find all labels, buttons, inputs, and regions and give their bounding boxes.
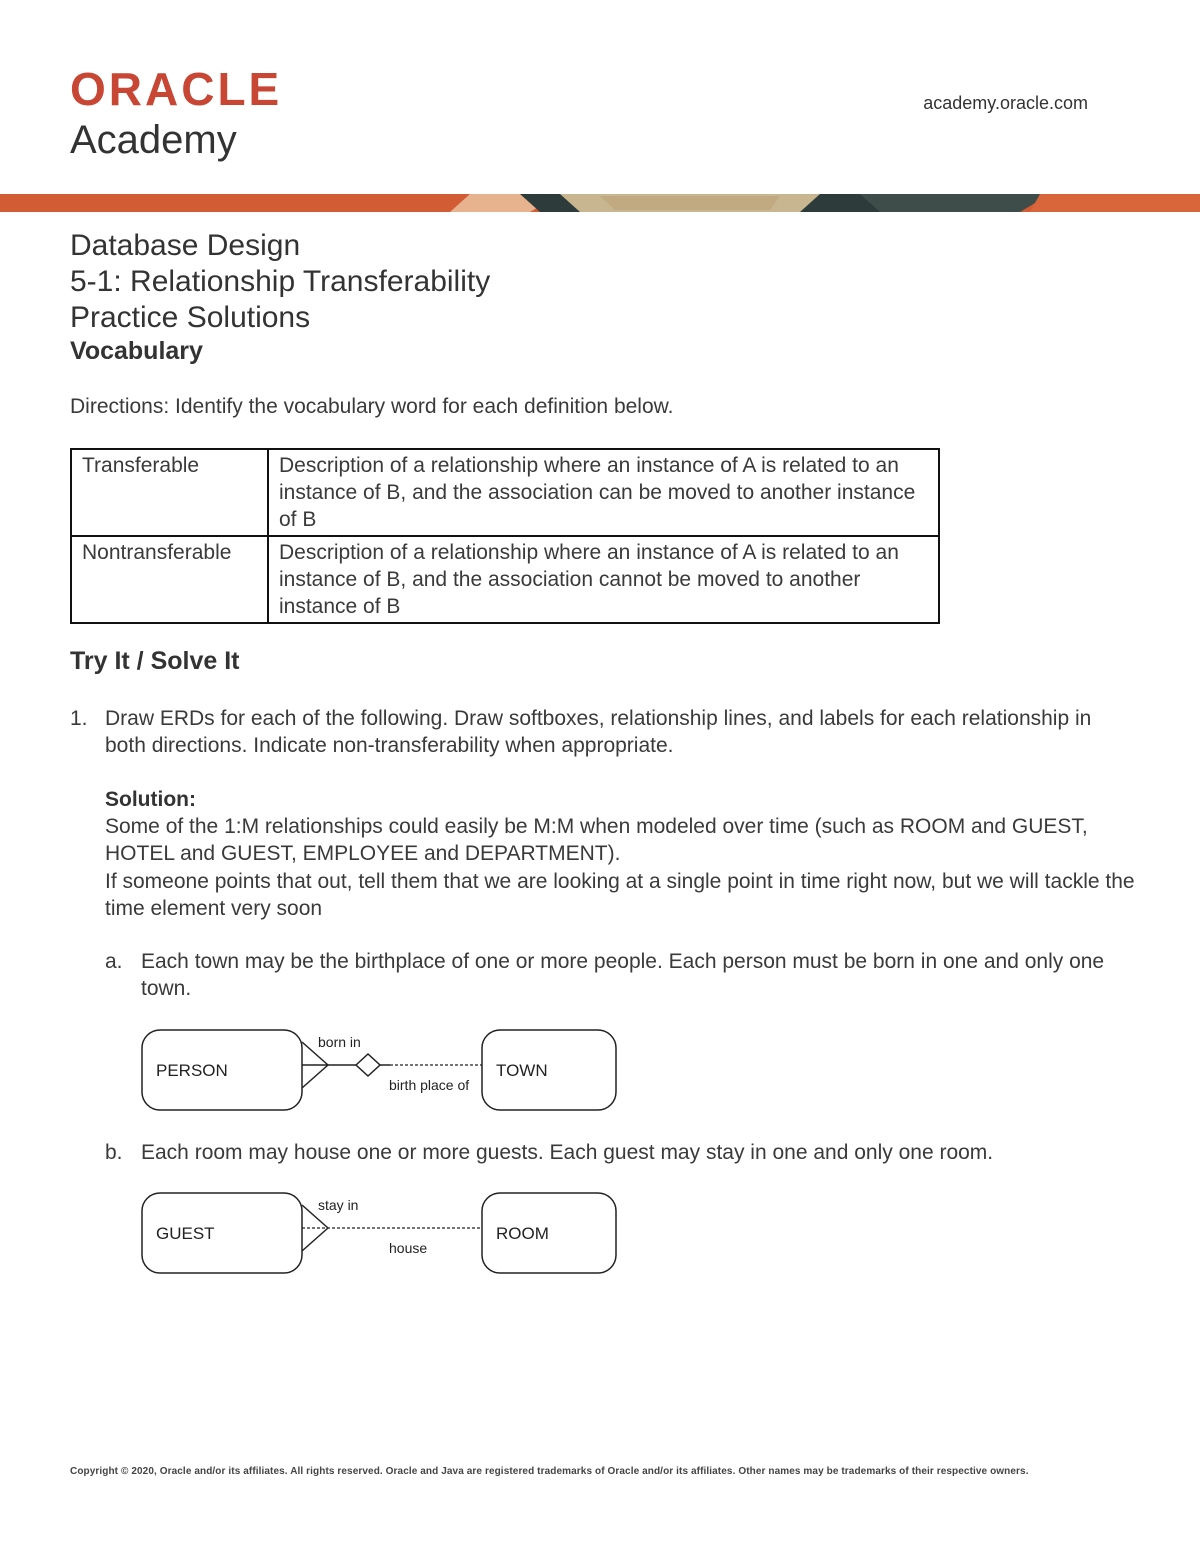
crows-foot-line (302, 1228, 328, 1251)
try-it-heading: Try It / Solve It (70, 647, 240, 675)
relationship-label-bottom: birth place of (389, 1077, 470, 1093)
header-banner (0, 194, 1200, 212)
vocabulary-directions: Directions: Identify the vocabulary word for each definition below. (70, 395, 674, 418)
erd-diagram-person-town (140, 1027, 620, 1113)
vocab-term: Nontransferable (71, 536, 268, 623)
course-title: Database Design (70, 229, 301, 262)
erd-diagram-guest-room (140, 1190, 620, 1276)
vocab-term: Transferable (71, 449, 268, 536)
document-subtitle: Practice Solutions (70, 301, 311, 334)
academy-logo-text: Academy (70, 118, 237, 162)
relationship-label-top: born in (318, 1034, 361, 1050)
solution-paragraph-2: If someone points that out, tell them that we are looking at a single point in time right now, but we will tackle the time element very soon (105, 870, 1135, 920)
entity-label-room: ROOM (496, 1224, 549, 1243)
solution-paragraph-1: Some of the 1:M relationships could easily be M:M when modeled over time (such as ROOM and GUEST, HOTEL and GUEST, EMPLOYEE and DEPARTMENT). (105, 815, 1088, 865)
vocab-definition: Description of a relationship where an instance of A is related to an instance of B, and the association cannot be moved to another instance of B (268, 536, 939, 623)
item-number: 1. (70, 707, 88, 730)
oracle-logo: ORACLE (70, 63, 283, 115)
relationship-label-bottom: house (389, 1240, 428, 1256)
vocabulary-table (70, 448, 940, 624)
relationship-label-top: stay in (318, 1197, 359, 1213)
vocab-definition: Description of a relationship where an instance of A is related to an instance of B, and the association can be moved to another instance of B (268, 449, 939, 536)
solution-label: Solution: (105, 788, 196, 811)
site-url[interactable]: academy.oracle.com (923, 93, 1088, 113)
entity-label-town: TOWN (496, 1061, 548, 1080)
table-row (71, 449, 939, 536)
sub-item-text: Each town may be the birthplace of one or more people. Each person must be born in one and only one town. (141, 950, 1105, 1000)
copyright-footer: Copyright © 2020, Oracle and/or its affiliates. All rights reserved. Oracle and Java are registered trademarks of Oracle and/or its affiliates. Other names may be trademarks of their respective owners. (70, 1466, 1029, 1477)
entity-label-guest: GUEST (156, 1224, 215, 1243)
sub-item-text: Each room may house one or more guests. Each guest may stay in one and only one room. (141, 1141, 994, 1164)
crows-foot-line (302, 1065, 328, 1088)
non-transferable-diamond-icon (356, 1054, 380, 1076)
entity-label-person: PERSON (156, 1061, 228, 1080)
sub-item-letter: a. (105, 950, 123, 973)
item-instructions: Draw ERDs for each of the following. Draw softboxes, relationship lines, and labels for each relationship in both directions. Indicate non-transferability when appropriate. (105, 707, 1092, 757)
sub-item-letter: b. (105, 1141, 123, 1164)
table-row (71, 536, 939, 623)
lesson-title: 5-1: Relationship Transferability (70, 265, 491, 298)
vocabulary-heading: Vocabulary (70, 337, 203, 365)
document-title-block (70, 228, 490, 336)
